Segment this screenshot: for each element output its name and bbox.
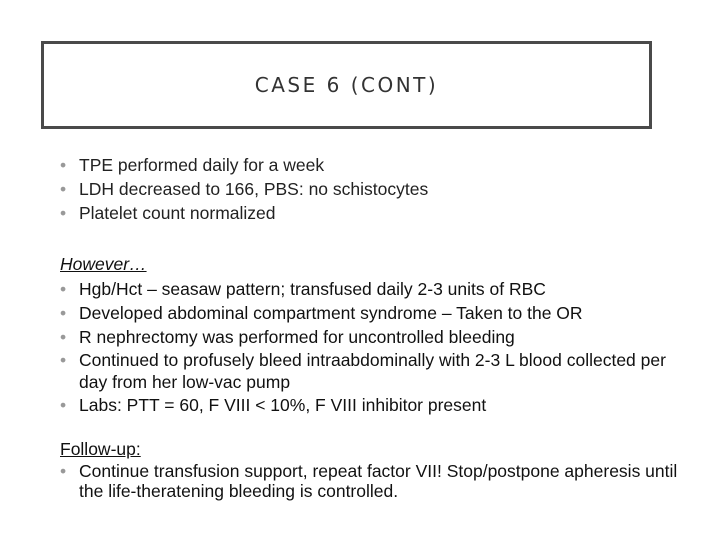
list-item: • Developed abdominal compartment syndrome – Taken to the OR	[60, 302, 583, 323]
summary-list	[60, 153, 690, 225]
bullet-icon: •	[60, 394, 67, 415]
slide-content	[60, 153, 690, 501]
followup-heading: Follow-up:	[60, 438, 141, 459]
list-item: • R nephrectomy was performed for uncontrolled bleeding	[60, 326, 515, 347]
list-item: • Labs: PTT = 60, F VIII < 10%, F VIII inhibitor present	[60, 394, 487, 415]
bullet-icon: •	[60, 302, 67, 323]
slide-title: CASE 6 (CONT)	[254, 73, 439, 97]
bullet-icon: •	[60, 203, 67, 223]
however-heading: However…	[60, 254, 147, 274]
list-item: • Hgb/Hct – seasaw pattern; transfused daily 2-3 units of RBC	[60, 278, 546, 299]
followup-list	[60, 461, 690, 501]
bullet-icon: •	[60, 155, 67, 175]
however-list	[60, 277, 690, 417]
however-section	[60, 253, 690, 417]
bullet-icon: •	[60, 326, 67, 347]
list-item: • Platelet count normalized	[60, 203, 276, 223]
title-box	[41, 41, 652, 129]
bullet-icon: •	[60, 278, 67, 299]
list-item: • LDH decreased to 166, PBS: no schistocytes	[60, 179, 429, 199]
bullet-icon: •	[60, 179, 67, 199]
bullet-icon: •	[60, 349, 67, 370]
list-item: • TPE performed daily for a week	[60, 155, 325, 175]
followup-section	[60, 438, 690, 502]
bullet-icon: •	[60, 461, 67, 481]
list-item: • Continued to profusely bleed intraabdominally with 2-3 L blood collected per day from her low-vac pump	[60, 349, 666, 392]
list-item: • Continue transfusion support, repeat factor VII! Stop/postpone apheresis until the life-theratening bleeding is controlled.	[60, 461, 678, 501]
